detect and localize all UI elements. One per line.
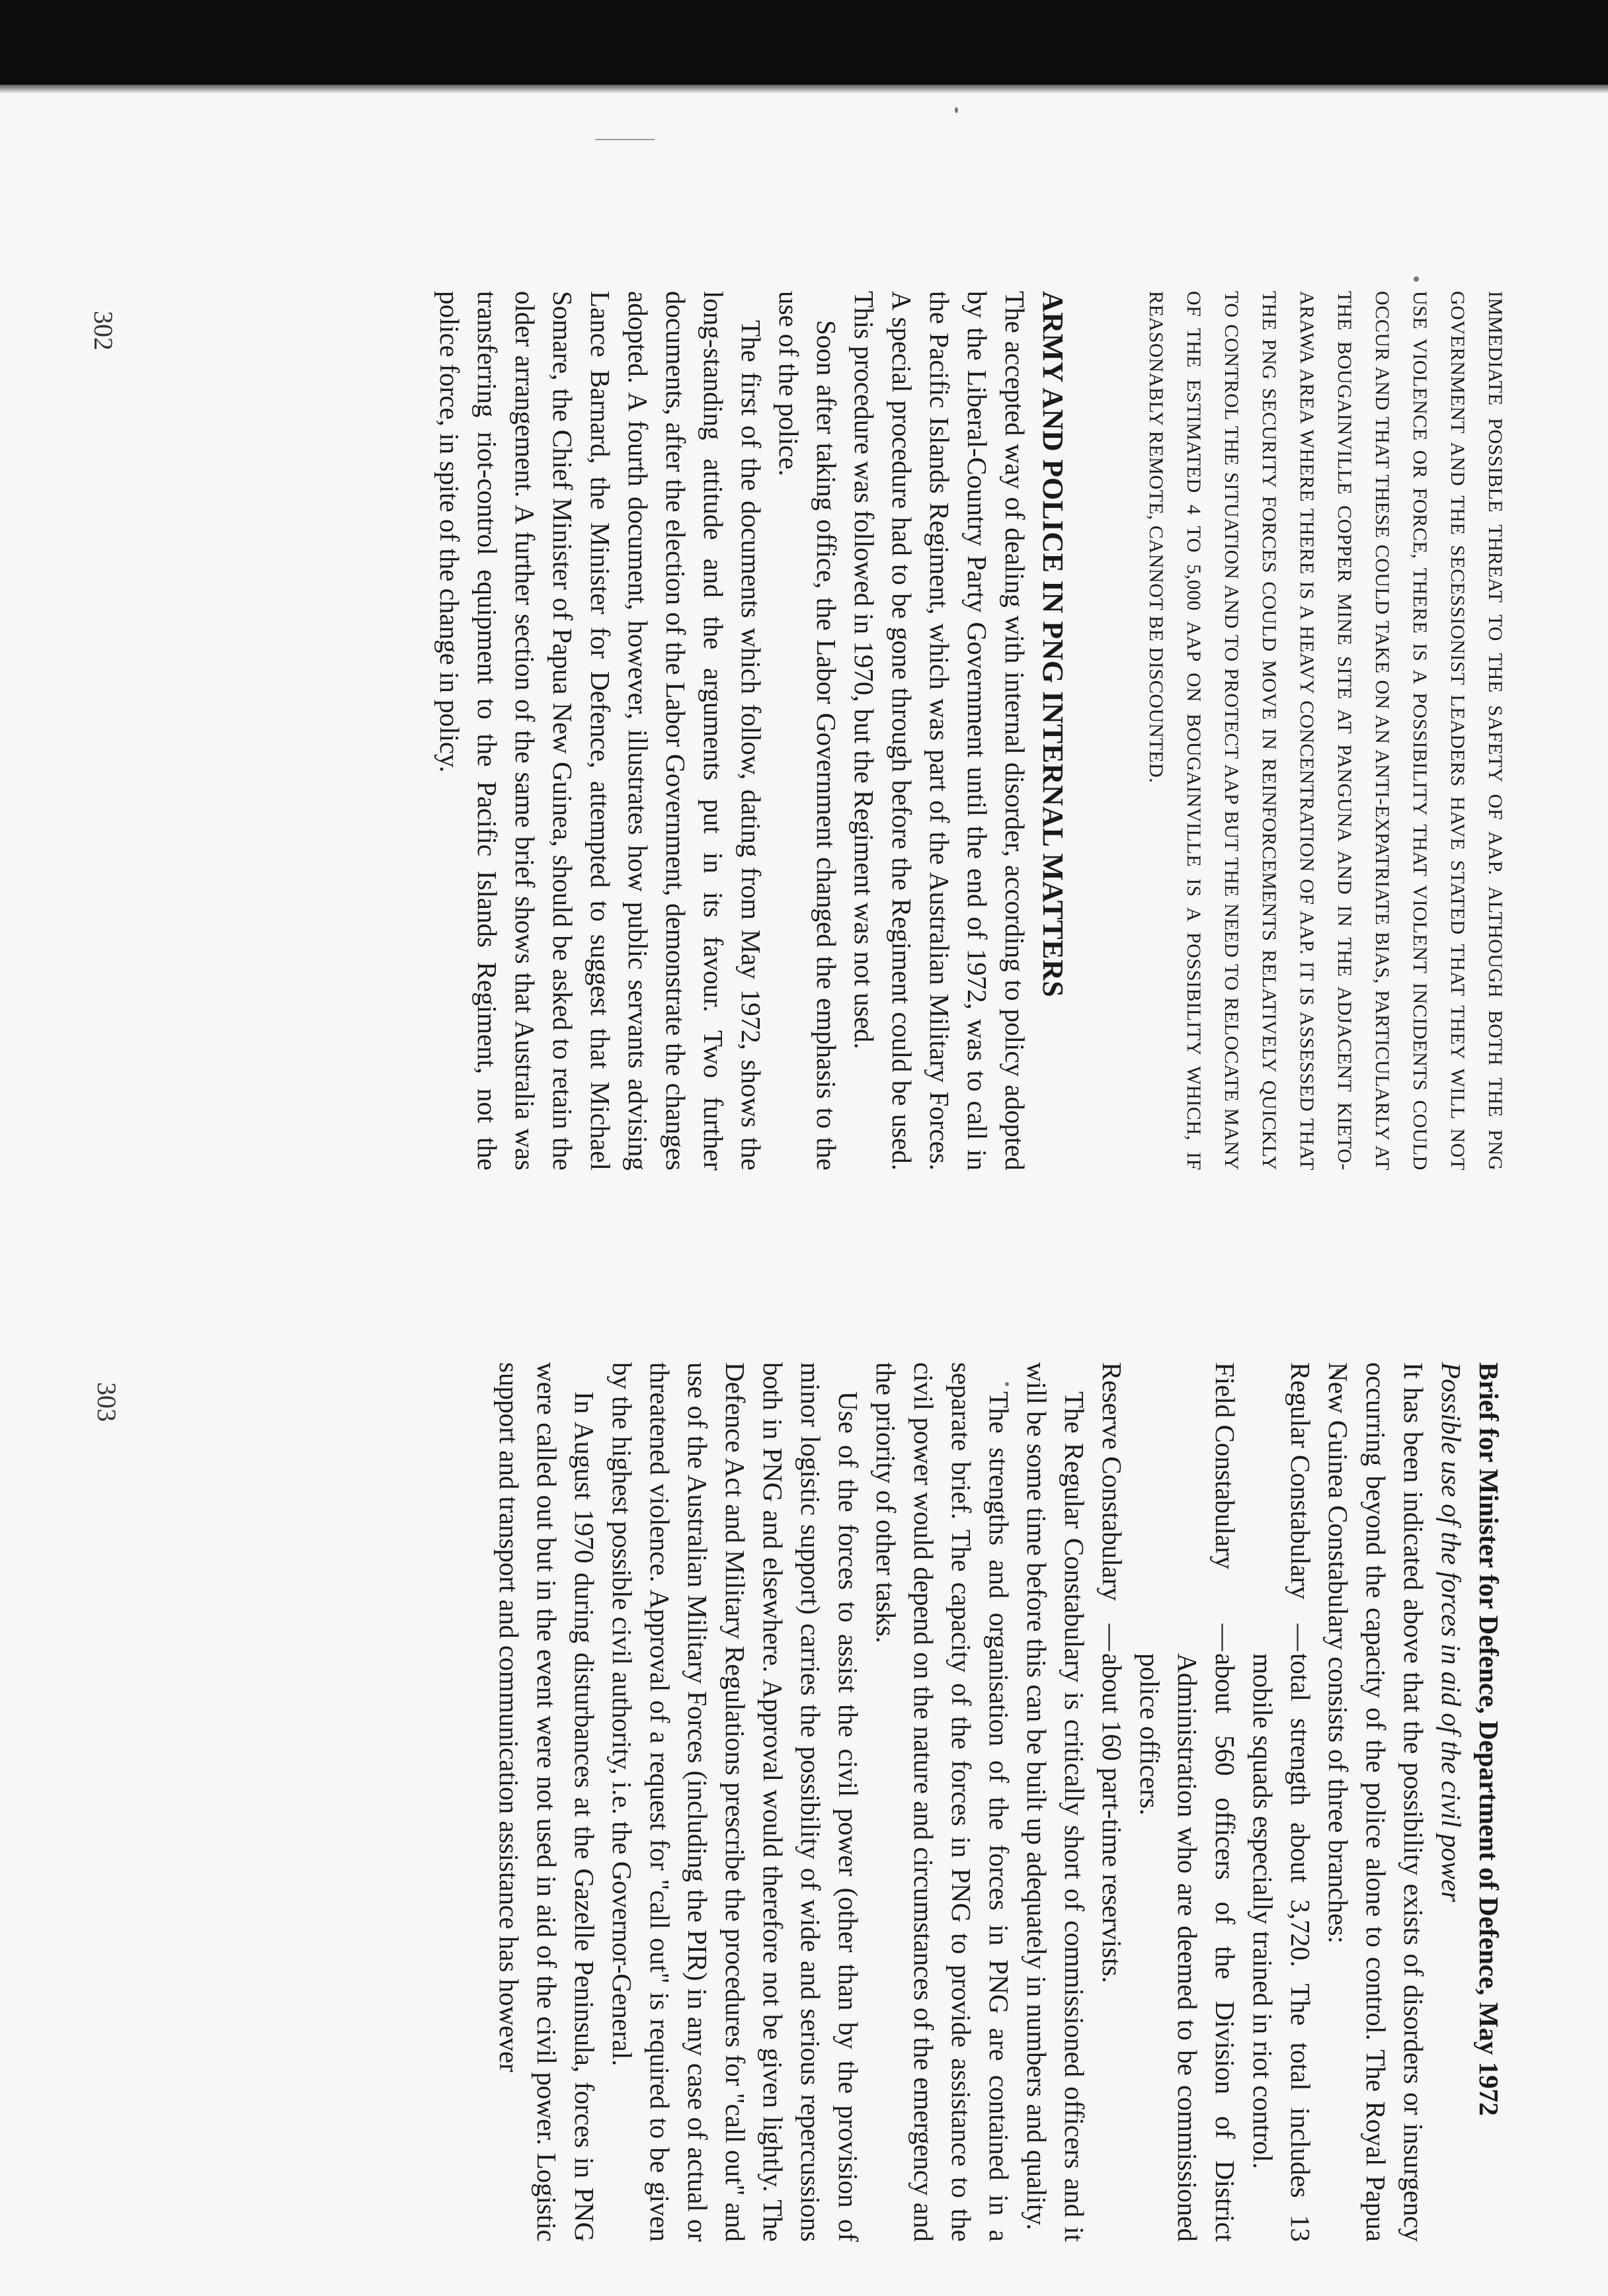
body-paragraph: The first of the documents which follow, dating from May 1972, shows the long-standing attitude and the arguments put in its favour. Two further documents, after the election of the Labor Government, demonstrate the changes adopted. A fourth document, however, illustrates how public servants advising Lance Barnard, the Minister for Defence, attempted to suggest that Michael Somare, the Chief Minister of Papua New Guinea, should be asked to retain the older arrangement. A further section of the same brief shows that Australia was transferring riot-control equipment to the Pacific Islands Regiment, not the police force, in spite of the change in policy. — [434, 291, 766, 1170]
branch-row — [1131, 1362, 1244, 2242]
intro-paragraph: It has been indicated above that the possibility exists of disorders or insurgency occurring beyond the capacity of the police alone to control. The Royal Papua New Guinea Constabulary consists of three branches: — [1323, 1362, 1429, 2242]
branch-name: Reserve Constabulary — [1097, 1362, 1127, 1601]
body-paragraph: The accepted way of dealing with internal disorder, according to policy adopted by the Liberal-Country Party Government until the end of 1972, was to call in the Pacific Islands Regiment, which was part of the Australian Military Forces. A special procedure had to be gone through before the Regiment could be used. This procedure was followed in 1970, but the Regiment was not used. — [849, 291, 1030, 1170]
scan-mark — [595, 139, 655, 140]
caps-cable-text: IMMEDIATE POSSIBLE THREAT TO THE SAFETY OF AAP. ALTHOUGH BOTH THE PNG GOVERNMENT AND THE SECESSIONIST LEADERS HAVE STATED THAT THEY WILL NOT USE VIOLENCE OR FORCE, THERE IS A POSSIBILITY THAT VIOLENT INCIDENTS COULD OCCUR AND THAT THESE COULD TAKE ON AN ANTI-EXPATRIATE BIAS, PARTICULARLY AT THE BOUGAINVILLE COPPER MINE SITE AT PANGUNA AND IN THE ADJACENT KIETO-ARAWA AREA WHERE THERE IS A HEAVY CONCENTRATION OF AAP. IT IS ASSESSED THAT THE PNG SECURITY FORCES COULD MOVE IN REINFORCEMENTS RELATIVELY QUICKLY TO CONTROL THE SITUATION AND TO PROTECT AAP BUT THE NEED TO RELOCATE MANY OF THE ESTIMATED 4 TO 5,000 AAP ON BOUGAINVILLE IS A POSSIBILITY WHICH, IF REASONABLY REMOTE, CANNOT BE DISCOUNTED. — [1145, 291, 1506, 1170]
branch-name: Regular Constabulary — [1285, 1362, 1316, 1600]
branch-description: about 160 part-time reservists. — [1097, 1653, 1127, 1983]
branch-dash: — — [1210, 1623, 1240, 1651]
scan-speck — [1414, 276, 1419, 282]
right-page — [218, 1362, 1508, 2242]
branch-row — [1244, 1362, 1319, 2242]
scan-shadow-bar — [0, 0, 1608, 85]
page-number-left: 302 — [89, 311, 118, 350]
body-paragraph: Use of the forces to assist the civil power (other than by the provision of minor logistic support) carries the possibility of wide and serious repercussions both in PNG and elsewhere. Approval would therefore not be given lightly. The Defence Act and Military Regulations prescribe the procedures for "call out" and use of the Australian Military Forces (including the PIR) in any case of actual or threatened violence. Approval of a request for "call out" is required to be given by the highest possible civil authority, i.e. the Governor-General. — [607, 1362, 864, 2242]
scan-speck — [955, 107, 958, 113]
branch-dash: — — [1097, 1623, 1127, 1651]
body-paragraph: In August 1970 during disturbances at the Gazelle Peninsula, forces in PNG were called out but in the event were not used in aid of the civil power. Logistic support and transport and communication assistance has however — [494, 1362, 600, 2242]
body-paragraph: The strengths and organisation of the forces in PNG are contained in a separate brief. The capacity of the forces in PNG to provide assistance to the civil power would depend on the nature and circumstances of the emergency and the priority of other tasks. — [871, 1362, 1014, 2242]
branch-name: Field Constabulary — [1210, 1362, 1240, 1570]
left-page — [264, 291, 1514, 1170]
page-number-right: 303 — [92, 1382, 122, 1422]
branch-description: total strength about 3,720. The total includes 13 mobile squads especially trained in riot control. — [1248, 1653, 1316, 2242]
section-heading: ARMY AND POLICE IN PNG INTERNAL MATTERS — [1037, 291, 1069, 998]
branch-description: about 560 officers of the Division of District Administration who are deemed to be commissioned police officers. — [1135, 1653, 1240, 2242]
brief-title: Brief for Minister for Defence, Department of Defence, May 1972 — [1474, 1362, 1504, 2116]
body-paragraph: The Regular Constabulary is critically short of commissioned officers and it will be some time before this can be built up adequately in numbers and quality. — [1022, 1362, 1090, 2242]
body-paragraph: Soon after taking office, the Labor Government changed the emphasis to the use of the police. — [774, 291, 842, 1170]
branch-dash: — — [1285, 1623, 1316, 1651]
brief-subtitle: Possible use of the forces in aid of the civil power — [1436, 1362, 1467, 1903]
branch-row — [1093, 1362, 1131, 2242]
